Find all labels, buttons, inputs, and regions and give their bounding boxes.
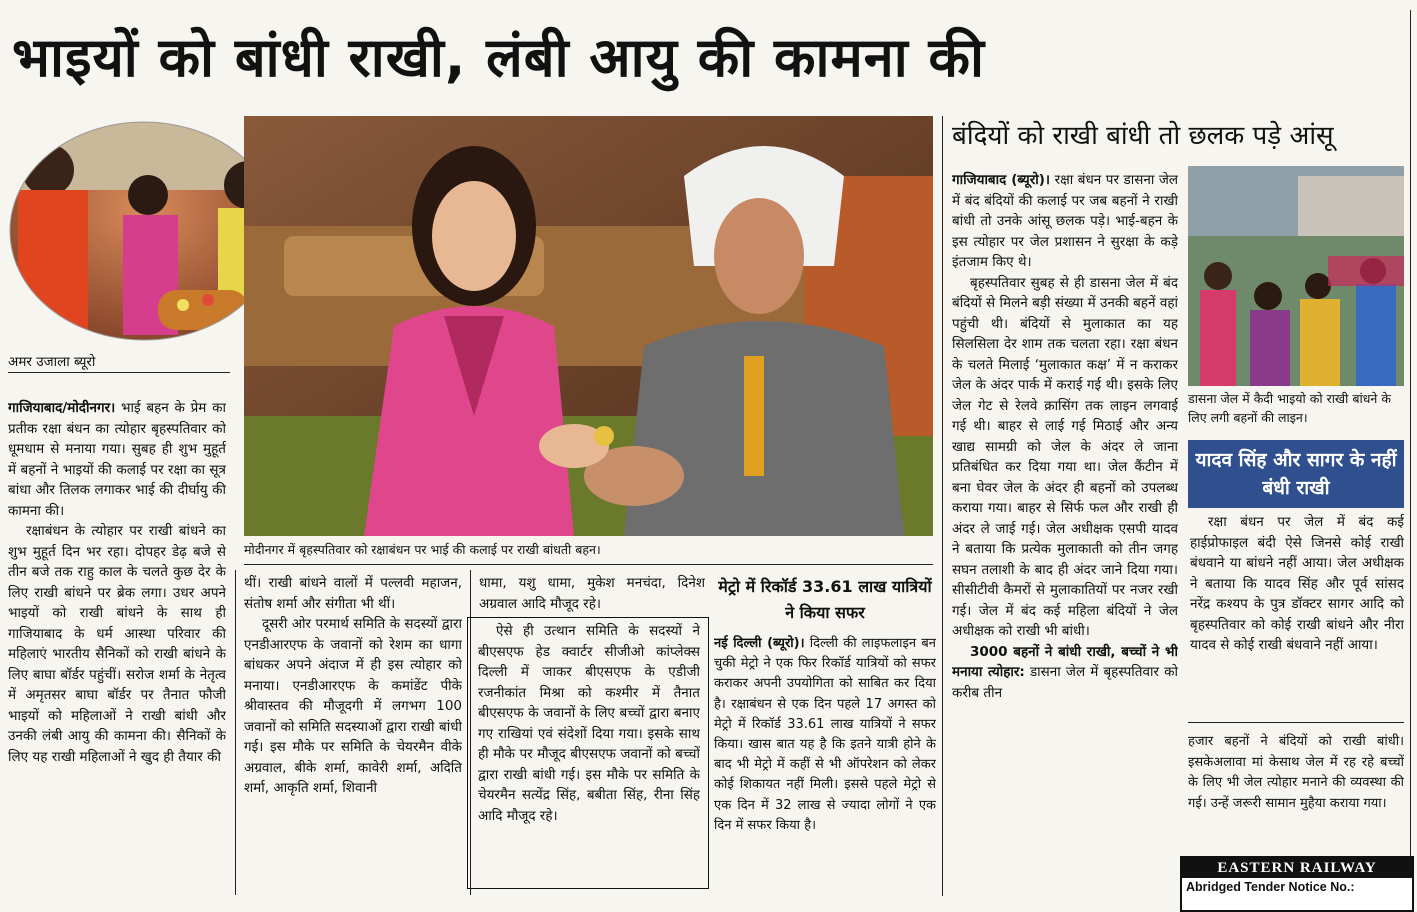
box-rule: [1188, 722, 1404, 723]
children-rakhi-photo: [8, 120, 280, 342]
right-story-column: [952, 170, 1178, 888]
main-photo-caption: मोदीनगर में बृहस्पतिवार को रक्षाबंधन पर भाई की कलाई पर राखी बांधती बहन।: [244, 542, 601, 557]
col1-para-2: रक्षाबंधन के त्योहार पर राखी बांधने का शुभ मुहूर्त दिन भर रहा। दोपहर डेढ़ बजे से तीन बजे तक राहु काल के चलते कुछ देर के लिए राखी बांधने पर ब्रेक लगा। उधर अपने भाइयों को राखी बांधने के साथ ही गाजियाबाद के धर्म आस्था परिवार की महिलाएं भारतीय सैनिकों को राखी बांधने के लिए बाघा बॉर्डर पहुंचीं। सरोज शर्मा के नेतृत्व में अमृतसर बाघा बॉर्डर पर तैनात फौजी भाइयों को महिलाओं ने राखी बांधी और उनकी लंबी आयु की कामना की। सैनिकों के लिए यह राखी महिलाओं ने खुद ही तैयार की: [8, 523, 226, 765]
metro-dateline: नई दिल्ली (ब्यूरो)।: [714, 636, 805, 651]
box-column: [1190, 512, 1404, 712]
right-story-headline: बंदियों को राखी बांधी तो छलक पड़े आंसू: [952, 121, 1334, 151]
box-headline: यादव सिंह और सागर के नहीं बंधी राखी: [1188, 440, 1404, 508]
box-body: रक्षा बंधन पर जेल में बंद कई हाईप्रोफाइल बंदी ऐसे जिनसे कोई राखी बंधवाने या बांधने नहीं आया। जेल अधीक्षक ने बताया कि यादव सिंह और पूर्व सांसद नरेंद्र कश्यप के पुत्र डॉक्टर सागर आदि को बृहस्पतिवार को कोई राखी बांधने और नीरा यादव से कोई राखी बंधवाने नहीं आया।: [1190, 514, 1404, 653]
col1-para-1: भाई बहन के प्रेम का प्रतीक रक्षा बंधन का त्योहार बृहस्पतिवार को धूमधाम से मनाया गया। सुबह ही शुभ मुहूर्त में बहनों ने भाइयों की कलाई पर रक्षा का सूत्र बांधा और तिलक लगाकर भाई की दीर्घायु की कामना की।: [8, 400, 226, 519]
page-edge-rule: [1410, 10, 1411, 904]
right-story-para-3: डासना जेल में बृहस्पतिवार को करीब तीन: [952, 664, 1178, 701]
jail-photo-caption: डासना जेल में कैदी भाइयो को राखी बांधने के लिए लगी बहनों की लाइन।: [1188, 391, 1391, 425]
boxed-item-text: ऐसे ही उत्थान समिति के सदस्यों ने बीएसएफ हेड क्वार्टर सीजीओ कांप्लेक्स दिल्ली में जाकर बीएसएफ के एडीजी रजनीकांत मिश्रा को कश्मीर में तैनात बीएसएफ के जवानों के लिए बच्चों द्वारा बनाए गए राखियां एवं संदेशों दिया गया। इसके साथ ही मौके पर मौजूद बीएसएफ जवानों को बच्चों द्वारा राखी बांधी गई। इस मौके पर समिति के चेयरमैन सत्येंद्र सिंह, बबीता सिंह, रीना सिंह आदि मौजूद रहे।: [478, 623, 700, 824]
byline-rule: [8, 372, 230, 373]
right-story-para-2: बृहस्पतिवार सुबह से ही डासना जेल में बंद बंदियों से मिलने बड़ी संख्या में उनकी बहनें वहां पहुंची थी। बंदियों से मुलाकात का यह सिलसिला देर शाम तक चलता रहा। रक्षा बंधन के चलते मिलाई ‘मुलाकात कक्ष’ में न कराकर जेल के अंदर पार्क में कराई गई थी। इसके लिए जेल गेट से रेलवे क्रासिंग तक लाइन लगवाई गई थी। बाहर से लाई गई मिठाई और अन्य खाद्य सामग्री को जेल के अंदर ले जाना प्रतिबंधित कर दिया गया था। जेल कैंटीन में बना घेवर जेल के अंदर ही बहनों को उपलब्ध कराया गया। बाहर से सिर्फ फल और राखी ही अंदर ले जाई गई। जेल अधीक्षक एसपी यादव ने बताया कि प्रत्येक मुलाकाती को तीन जगह सघन तलाशी के बाद ही अंदर जाने दिया गया। सीसीटीवी कैमरों से मुलाकातियों पर नजर रखी गई। जेल में बंद कई महिला बंदियों ने जेल अधीक्षक को राखी भी बांधी।: [952, 274, 1178, 639]
ad-title: EASTERN RAILWAY: [1182, 858, 1412, 878]
right-story-subhead: 3000 बहनों ने बांधी राखी, बच्चों ने भी मनाया त्योहार:: [952, 643, 1178, 680]
metro-column: [714, 634, 936, 896]
right-tail-text: हजार बहनों ने बंदियों को राखी बांधी। इसकेअलावा मां केसाथ जेल में रह रहे बच्चों के लिए भी जेल त्योहार मनाने की व्यवस्था की गई। उन्हें जरूरी सामान मुहैया कराया गया।: [1188, 734, 1404, 811]
right-story-dateline: गाजियाबाद (ब्यूरो)।: [952, 172, 1051, 188]
column-1: [8, 398, 226, 888]
caption-rule: [244, 564, 933, 565]
col2-para-1: थीं। राखी बांधने वालों में पल्लवी महाजन, संतोष शर्मा और संगीता भी थीं।: [244, 575, 462, 612]
column-3-top: [479, 573, 705, 615]
children-rakhi-photo-icon: [8, 120, 280, 342]
metro-headline: मेट्रो में रिकॉर्ड 33.61 लाख यात्रियों ने किया सफर: [718, 577, 932, 622]
metro-body: दिल्ली की लाइफलाइन बन चुकी मेट्रो ने एक फिर रिकॉर्ड यात्रियों को सफर कराकर अपनी उपयोगिता को साबित कर दिया है। रक्षाबंधन से एक दिन पहले 17 अगस्त को मेट्रो में रिकॉर्ड 33.61 लाख यात्रियों ने सफर किया। खास बात यह है कि इतने यात्री होने के बाद भी मेट्रो में कहीं से भी ऑपरेशन को लेकर कोई शिकायत नहीं मिली। इससे पहले मेट्रो से एक दिन में 32 लाख से ज्यादा लोगों ने एक दिन में सफर किया है।: [714, 636, 936, 833]
right-story-para-1: रक्षा बंधन पर डासना जेल में बंद बंदियों की कलाई पर जब बहनों ने राखी बांधी तो उनके आंसू छलक पड़े। भाई-बहन के इस त्योहार पर जेल प्रशासन ने सुरक्षा के कड़े इंतजाम किए थे।: [952, 172, 1178, 270]
col3-top-text: धामा, यशु धामा, मुकेश मनचंदा, दिनेश अग्रवाल आदि मौजूद रहे।: [479, 575, 705, 612]
ad-subtitle: Abridged Tender Notice No.:: [1186, 880, 1355, 894]
column-rule: [235, 570, 236, 895]
column-2: [244, 573, 462, 891]
column-rule: [942, 116, 943, 896]
dateline: गाजियाबाद/मोदीनगर।: [8, 400, 116, 416]
right-tail-column: [1188, 732, 1404, 842]
main-photo: [244, 116, 933, 536]
headline: भाइयों को बांधी राखी, लंबी आयु की कामना की: [12, 26, 985, 89]
jail-queue-photo-icon: [1188, 166, 1404, 386]
boxed-item: [467, 617, 709, 889]
col2-para-2: दूसरी ओर परमार्थ समिति के सदस्यों द्वारा एनडीआरएफ के जवानों को रेशम का धागा बांधकर अपने अंदाज में ही इस त्योहार को मनाया। एनडीआरएफ के कमांडेंट पीके श्रीवास्तव की मौजूदगी में लगभग 100 जवानों को समिति सदस्याओं द्वारा राखी बांधी गई। इस मौके पर समिति के चेयरमैन वीके अग्रवाल, बीके शर्मा, कावेरी शर्मा, अदिति शर्मा, आकृति शर्मा, शिवानी: [244, 616, 462, 796]
byline: अमर उजाला ब्यूरो: [8, 354, 96, 370]
jail-photo: [1188, 166, 1404, 386]
sister-tying-rakhi-photo-icon: [244, 116, 933, 536]
